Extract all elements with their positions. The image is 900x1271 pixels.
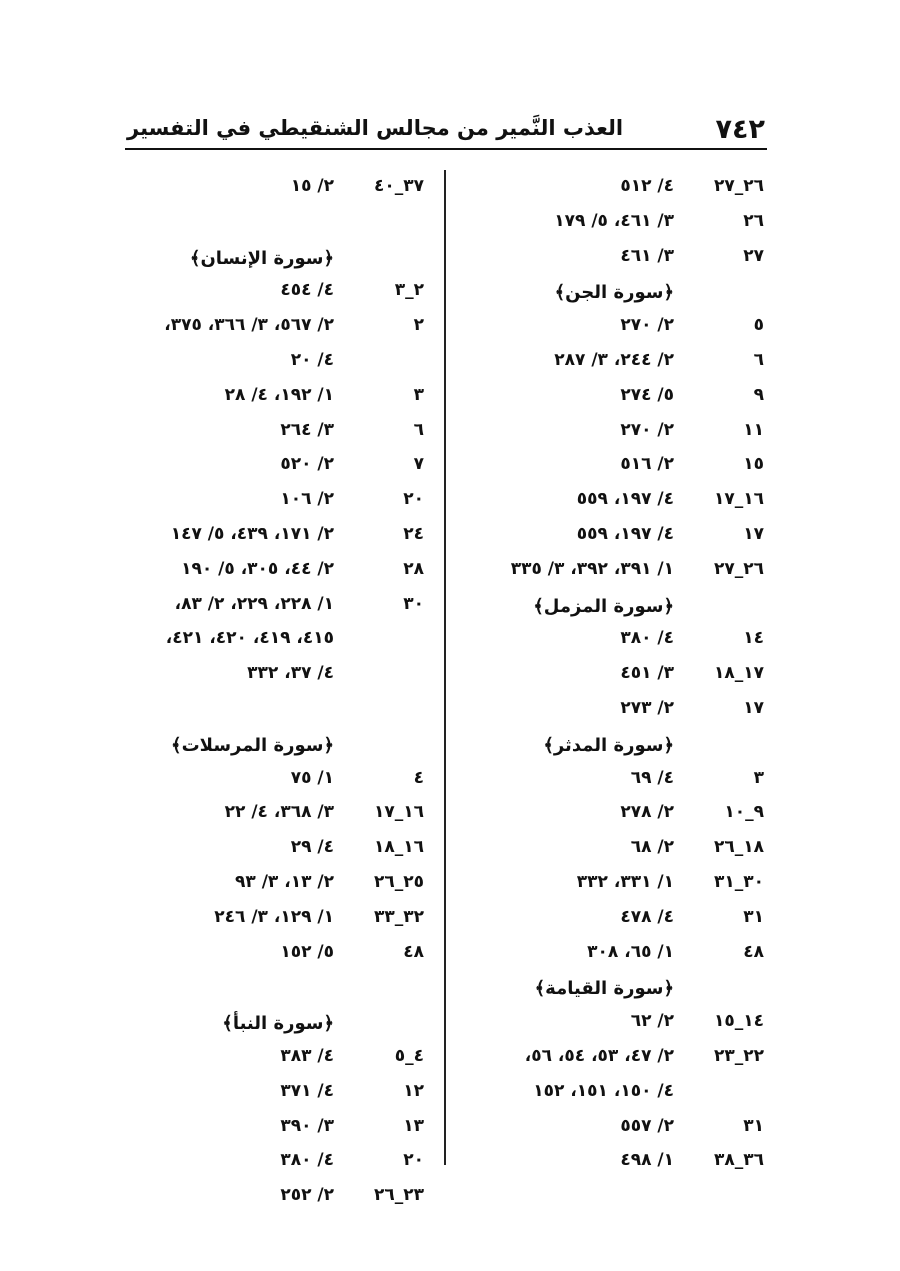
index-entry bbox=[110, 276, 430, 311]
verse-number: ٩ bbox=[753, 384, 764, 405]
surah-heading bbox=[110, 242, 430, 277]
verse-number: ٢٨ bbox=[403, 558, 424, 579]
page-number: ٧٤٢ bbox=[715, 114, 765, 145]
page-references: ١/ ٣٩١، ٣٩٢، ٣/ ٣٣٥ bbox=[510, 558, 674, 579]
verse-number: ١٦_١٧ bbox=[713, 489, 764, 510]
index-entry bbox=[110, 764, 430, 799]
verse-number: ٤ bbox=[413, 767, 424, 788]
index-entry bbox=[110, 1146, 430, 1181]
verse-number: ٢ bbox=[413, 315, 424, 336]
page-references: ١/ ٢٢٨، ٢٢٩، ٢/ ٨٣، bbox=[174, 593, 334, 614]
index-entry bbox=[460, 1007, 770, 1042]
verse-number: ١٧ bbox=[743, 523, 764, 544]
index-entry bbox=[110, 450, 430, 485]
page-references: ١/ ١٩٢، ٤/ ٢٨ bbox=[224, 384, 334, 405]
index-entry bbox=[460, 903, 770, 938]
section-spacer bbox=[110, 694, 430, 729]
verse-number: ٢٢_٢٣ bbox=[713, 1045, 764, 1066]
section-spacer bbox=[110, 207, 430, 242]
page-references: ٢/ ١٠٦ bbox=[280, 489, 334, 510]
index-entry bbox=[110, 624, 430, 659]
verse-number: ٣ bbox=[753, 767, 764, 788]
page-references: ٣/ ٤٥١ bbox=[620, 663, 674, 684]
page-references: ٤/ ٤٧٨ bbox=[620, 906, 674, 927]
verse-number: ٧ bbox=[413, 454, 424, 475]
verse-number: ٢٧ bbox=[743, 245, 764, 266]
verse-number: ١٦_١٨ bbox=[373, 837, 424, 858]
index-entry bbox=[460, 1042, 770, 1077]
index-entry bbox=[460, 868, 770, 903]
page-header bbox=[125, 112, 767, 150]
verse-number: ٢٠ bbox=[403, 489, 424, 510]
verse-number: ١٤_١٥ bbox=[713, 1011, 764, 1032]
index-entry bbox=[460, 833, 770, 868]
verse-number: ٤٨ bbox=[403, 941, 424, 962]
page-references: ٤/ ١٩٧، ٥٥٩ bbox=[576, 489, 674, 510]
verse-number: ١٢ bbox=[403, 1080, 424, 1101]
index-entry bbox=[110, 1077, 430, 1112]
page-references: ٣/ ٤٦١، ٥/ ١٧٩ bbox=[554, 210, 674, 231]
index-entry bbox=[110, 590, 430, 625]
page-references: ٤/ ٣٨٠ bbox=[620, 628, 674, 649]
verse-number: ١٣ bbox=[403, 1115, 424, 1136]
page-references: ٥/ ١٥٢ bbox=[280, 941, 334, 962]
index-entry bbox=[110, 416, 430, 451]
page-references: ٢/ ٢٧٠ bbox=[620, 315, 674, 336]
index-entry bbox=[110, 172, 430, 207]
surah-heading bbox=[110, 1007, 430, 1042]
verse-number: ٣٠_٣١ bbox=[713, 871, 764, 892]
verse-number: ١٧_١٨ bbox=[713, 663, 764, 684]
page-references: ١/ ٣٣١، ٣٣٢ bbox=[576, 871, 674, 892]
page-references: ٢/ ٥١٦ bbox=[620, 454, 674, 475]
index-entry bbox=[110, 833, 430, 868]
verse-number: ١١ bbox=[743, 419, 764, 440]
index-column-left bbox=[110, 172, 430, 1216]
verse-number: ١٦_١٧ bbox=[373, 802, 424, 823]
verse-number: ٦ bbox=[753, 349, 764, 370]
verse-number: ٢٥_٢٦ bbox=[373, 871, 424, 892]
surah-title: ﴿سورة النبأ﴾ bbox=[222, 1013, 334, 1035]
index-entry bbox=[110, 555, 430, 590]
page-references: ١/ ١٢٩، ٣/ ٢٤٦ bbox=[214, 906, 334, 927]
verse-number: ٢_٣ bbox=[394, 280, 424, 301]
index-entry bbox=[110, 381, 430, 416]
surah-title: ﴿سورة المرسلات﴾ bbox=[171, 734, 334, 756]
index-entry bbox=[110, 520, 430, 555]
column-divider bbox=[444, 170, 446, 1165]
page-references: ٤/ ٣٧١ bbox=[280, 1080, 334, 1101]
surah-heading bbox=[460, 729, 770, 764]
verse-number: ٣٢_٣٣ bbox=[373, 906, 424, 927]
page-references: ١/ ٧٥ bbox=[290, 767, 334, 788]
verse-number: ١٤ bbox=[743, 628, 764, 649]
page-references: ٣/ ٢٦٤ bbox=[280, 419, 334, 440]
index-entry bbox=[110, 346, 430, 381]
page-references: ٢/ ٢٧٠ bbox=[620, 419, 674, 440]
verse-number: ٤٨ bbox=[743, 941, 764, 962]
index-entry bbox=[110, 311, 430, 346]
index-entry bbox=[110, 659, 430, 694]
index-entry bbox=[110, 485, 430, 520]
page-references: ٤/ ٥١٢ bbox=[620, 176, 674, 196]
verse-number: ٢٣_٢٦ bbox=[373, 1185, 424, 1206]
index-entry bbox=[460, 207, 770, 242]
page-references: ٢/ ٥٦٧، ٣/ ٣٦٦، ٣٧٥، bbox=[164, 315, 334, 336]
verse-number: ٢٦_٢٧ bbox=[713, 176, 764, 196]
index-entry bbox=[460, 242, 770, 277]
index-entry bbox=[460, 381, 770, 416]
index-entry bbox=[460, 172, 770, 207]
index-entry bbox=[110, 1181, 430, 1216]
verse-number: ٣٠ bbox=[403, 593, 424, 614]
verse-number: ٤_٥ bbox=[394, 1045, 424, 1066]
index-entry bbox=[110, 938, 430, 973]
index-entry bbox=[460, 659, 770, 694]
index-entry bbox=[460, 694, 770, 729]
page-references: ٢/ ٢٧٨ bbox=[620, 802, 674, 823]
verse-number: ٣٧_٤٠ bbox=[373, 176, 424, 196]
index-entry bbox=[460, 416, 770, 451]
index-entry bbox=[460, 555, 770, 590]
page-references: ٢/ ٢٤٤، ٣/ ٢٨٧ bbox=[554, 349, 674, 370]
verse-number: ٢٤ bbox=[403, 523, 424, 544]
page-references: ٢/ ٤٧، ٥٣، ٥٤، ٥٦، bbox=[524, 1045, 674, 1066]
verse-number: ٥ bbox=[753, 315, 764, 336]
surah-title: ﴿سورة الجن﴾ bbox=[554, 282, 674, 304]
index-entry bbox=[110, 1112, 430, 1147]
verse-number: ٦ bbox=[413, 419, 424, 440]
page-references: ٤/ ٤٥٤ bbox=[280, 280, 334, 301]
section-spacer bbox=[110, 972, 430, 1007]
index-entry bbox=[460, 938, 770, 973]
page-references: ٢/ ٦٨ bbox=[630, 837, 674, 858]
index-entry bbox=[110, 903, 430, 938]
surah-heading bbox=[110, 729, 430, 764]
verse-number: ٢٦_٢٧ bbox=[713, 558, 764, 579]
index-entry bbox=[460, 798, 770, 833]
index-entry bbox=[460, 450, 770, 485]
page-references: ٤/ ١٩٧، ٥٥٩ bbox=[576, 523, 674, 544]
verse-number: ٢٦ bbox=[743, 210, 764, 231]
index-entry bbox=[460, 1077, 770, 1112]
page-references: ٣/ ٣٩٠ bbox=[280, 1115, 334, 1136]
page-references: ٣/ ٤٦١ bbox=[620, 245, 674, 266]
page-references: ٤/ ٢٩ bbox=[290, 837, 334, 858]
page-references: ١/ ٤٩٨ bbox=[620, 1150, 674, 1171]
surah-heading bbox=[460, 972, 770, 1007]
page-references: ٥/ ٢٧٤ bbox=[620, 384, 674, 405]
index-entry bbox=[110, 1042, 430, 1077]
page-references: ٢/ ١٥ bbox=[290, 176, 334, 196]
surah-heading bbox=[460, 276, 770, 311]
page-references: ٤/ ١٥٠، ١٥١، ١٥٢ bbox=[533, 1080, 674, 1101]
page-references: ٢/ ٥٢٠ bbox=[280, 454, 334, 475]
page-references: ٢/ ٦٢ bbox=[630, 1011, 674, 1032]
page-references: ٣/ ٣٦٨، ٤/ ٢٢ bbox=[224, 802, 334, 823]
index-entry bbox=[460, 624, 770, 659]
surah-title: ﴿سورة الإنسان﴾ bbox=[189, 247, 334, 269]
verse-number: ٣٦_٣٨ bbox=[713, 1150, 764, 1171]
index-entry bbox=[460, 485, 770, 520]
page-references: ٤/ ٣٨٣ bbox=[280, 1045, 334, 1066]
page-references: ٤/ ٢٠ bbox=[290, 349, 334, 370]
book-title: العذب النَّمير من مجالس الشنقيطي في التفسير bbox=[127, 116, 624, 140]
page-references: ٤/ ٦٩ bbox=[630, 767, 674, 788]
page-references: ٤/ ٣٧، ٣٣٢ bbox=[247, 663, 334, 684]
index-entry bbox=[110, 868, 430, 903]
verse-number: ٣١ bbox=[743, 1115, 764, 1136]
index-entry bbox=[460, 1146, 770, 1181]
verse-number: ٣١ bbox=[743, 906, 764, 927]
page-references: ٢/ ٤٤، ٣٠٥، ٥/ ١٩٠ bbox=[181, 558, 334, 579]
index-entry bbox=[460, 1112, 770, 1147]
verse-number: ١٥ bbox=[743, 454, 764, 475]
verse-number: ٣ bbox=[413, 384, 424, 405]
page-references: ٢/ ١٧١، ٤٣٩، ٥/ ١٤٧ bbox=[170, 523, 334, 544]
surah-title: ﴿سورة القيامة﴾ bbox=[534, 978, 674, 1000]
page-references: ٢/ ٢٧٣ bbox=[620, 697, 674, 718]
index-entry bbox=[460, 311, 770, 346]
surah-heading bbox=[460, 590, 770, 625]
surah-title: ﴿سورة المدثر﴾ bbox=[543, 734, 674, 756]
index-entry bbox=[460, 764, 770, 799]
verse-number: ٩_١٠ bbox=[724, 802, 764, 823]
index-entry bbox=[460, 346, 770, 381]
page-references: ٢/ ٢٥٢ bbox=[280, 1185, 334, 1206]
page-references: ٤١٥، ٤١٩، ٤٢٠، ٤٢١، bbox=[165, 628, 334, 649]
surah-title: ﴿سورة المزمل﴾ bbox=[533, 595, 674, 617]
page-references: ١/ ٦٥، ٣٠٨ bbox=[587, 941, 674, 962]
index-entry bbox=[110, 798, 430, 833]
index-entry bbox=[460, 520, 770, 555]
page-references: ٤/ ٣٨٠ bbox=[280, 1150, 334, 1171]
page-references: ٢/ ١٣، ٣/ ٩٣ bbox=[235, 871, 334, 892]
page-references: ٢/ ٥٥٧ bbox=[620, 1115, 674, 1136]
verse-number: ٢٠ bbox=[403, 1150, 424, 1171]
index-column-right bbox=[460, 172, 770, 1181]
verse-number: ١٨_٢٦ bbox=[713, 837, 764, 858]
verse-number: ١٧ bbox=[743, 697, 764, 718]
